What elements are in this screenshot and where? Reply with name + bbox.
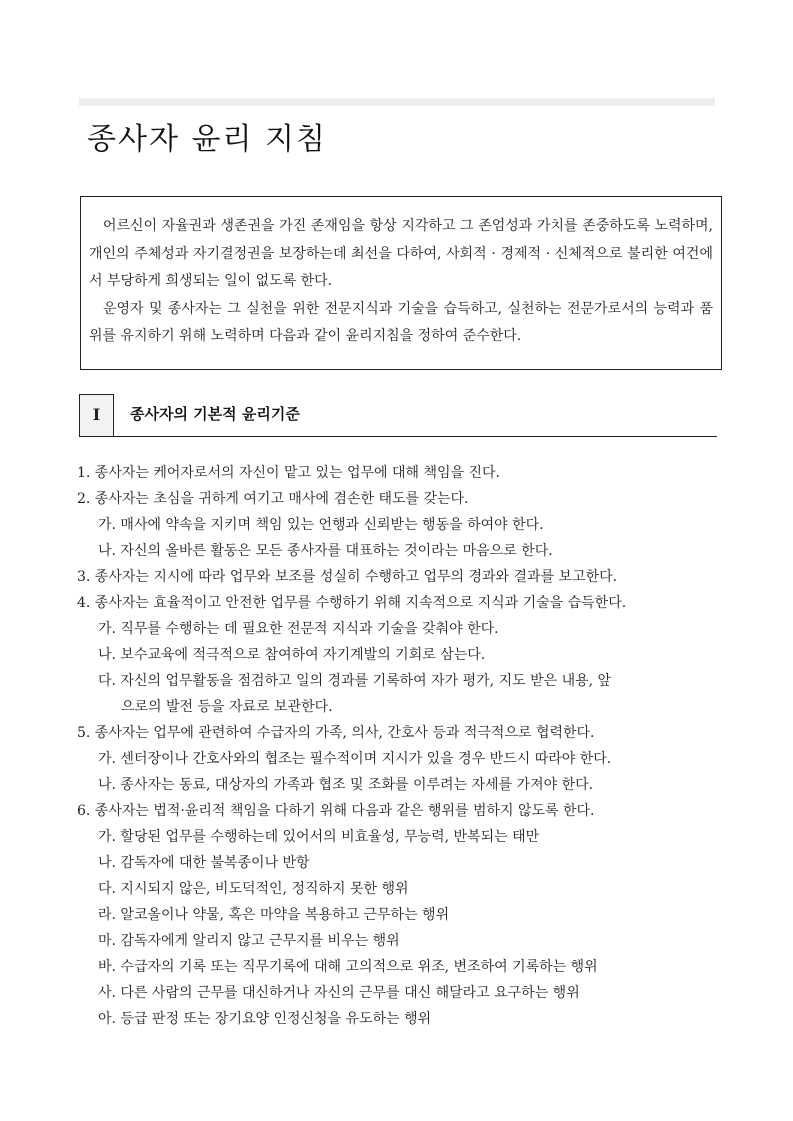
rule-item: 5. 종사자는 업무에 관련하여 수급자의 가족, 의사, 간호사 등과 적극적으로 협력한다.: [77, 725, 595, 741]
rule-subitem: 바. 수급자의 기록 또는 직무기록에 대해 고의적으로 위조, 변조하여 기록하는 행위: [98, 959, 598, 975]
rule-subitem: 가. 직무를 수행하는 데 필요한 전문적 지식과 기술을 갖춰야 한다.: [98, 621, 499, 637]
rule-subitem: 사. 다른 사람의 근무를 대신하거나 자신의 근무를 대신 해달라고 요구하는 행위: [98, 985, 580, 1001]
section-number: I: [79, 394, 114, 436]
section-header: [79, 394, 717, 437]
rule-subitem: 다. 지시되지 않은, 비도덕적인, 정직하지 못한 행위: [98, 881, 409, 897]
rule-subitem: 라. 알코올이나 약물, 혹은 마약을 복용하고 근무하는 행위: [98, 907, 450, 923]
intro-box: [80, 196, 722, 370]
rule-item: 2. 종사자는 초심을 귀하게 여기고 매사에 겸손한 태도를 갖는다.: [77, 491, 469, 507]
rule-subitem: 가. 매사에 약속을 지키며 책임 있는 언행과 신뢰받는 행동을 하여야 한다.: [98, 517, 544, 533]
intro-paragraph: 어르신이 자율권과 생존권을 가진 존재임을 항상 지각하고 그 존엄성과 가치를 존중하도록 노력하며, 개인의 주체성과 자기결정권을 보장하는데 최선을 다하여, 사회적 · 경제적 · 신체적으로 불리한 여건에서 부당하게 희생되는 일이 없도록 한다.: [89, 218, 713, 289]
rule-subitem: 나. 보수교육에 적극적으로 참여하여 자기계발의 기회로 삼는다.: [98, 647, 486, 663]
rule-subitem: 나. 자신의 올바른 활동은 모든 종사자를 대표하는 것이라는 마음으로 한다.: [98, 543, 553, 559]
rule-subitem: 다. 자신의 업무활동을 점검하고 일의 경과를 기록하여 자가 평가, 지도 받은 내용, 앞: [98, 673, 612, 689]
header-divider-bar: [79, 98, 715, 106]
rule-subitem: 아. 등급 판정 또는 장기요양 인정신청을 유도하는 행위: [98, 1011, 432, 1027]
section-title: 종사자의 기본적 윤리기준: [130, 405, 300, 423]
rules-list: [77, 460, 717, 1032]
rule-item: 4. 종사자는 효율적이고 안전한 업무를 수행하기 위해 지속적으로 지식과 기술을 습득한다.: [77, 595, 627, 611]
rule-item: 3. 종사자는 지시에 따라 업무와 보조를 성실히 수행하고 업무의 경과와 결과를 보고한다.: [77, 569, 618, 585]
rule-subitem: 으로의 발전 등을 자료로 보관한다.: [121, 699, 333, 715]
rule-subitem: 가. 센터장이나 간호사와의 협조는 필수적이며 지시가 있을 경우 반드시 따라야 한다.: [98, 751, 612, 767]
rule-item: 6. 종사자는 법적·윤리적 책임을 다하기 위해 다음과 같은 행위를 범하지 않도록 한다.: [77, 803, 595, 819]
rule-subitem: 나. 감독자에 대한 불복종이나 반항: [98, 855, 310, 871]
rule-subitem: 나. 종사자는 동료, 대상자의 가족과 협조 및 조화를 이루려는 자세를 가져야 한다.: [98, 777, 594, 793]
intro-paragraph: 운영자 및 종사자는 그 실천을 위한 전문지식과 기술을 습득하고, 실천하는 전문가로서의 능력과 품위를 유지하기 위해 노력하며 다음과 같이 윤리지침을 정하여 준수한다.: [89, 300, 713, 344]
page-title: 종사자 윤리 지침: [87, 122, 327, 157]
rule-subitem: 가. 할당된 업무를 수행하는데 있어서의 비효율성, 무능력, 반복되는 태만: [98, 829, 540, 845]
rule-item: 1. 종사자는 케어자로서의 자신이 맡고 있는 업무에 대해 책임을 진다.: [77, 465, 501, 481]
rule-subitem: 마. 감독자에게 알리지 않고 근무지를 비우는 행위: [98, 933, 400, 949]
